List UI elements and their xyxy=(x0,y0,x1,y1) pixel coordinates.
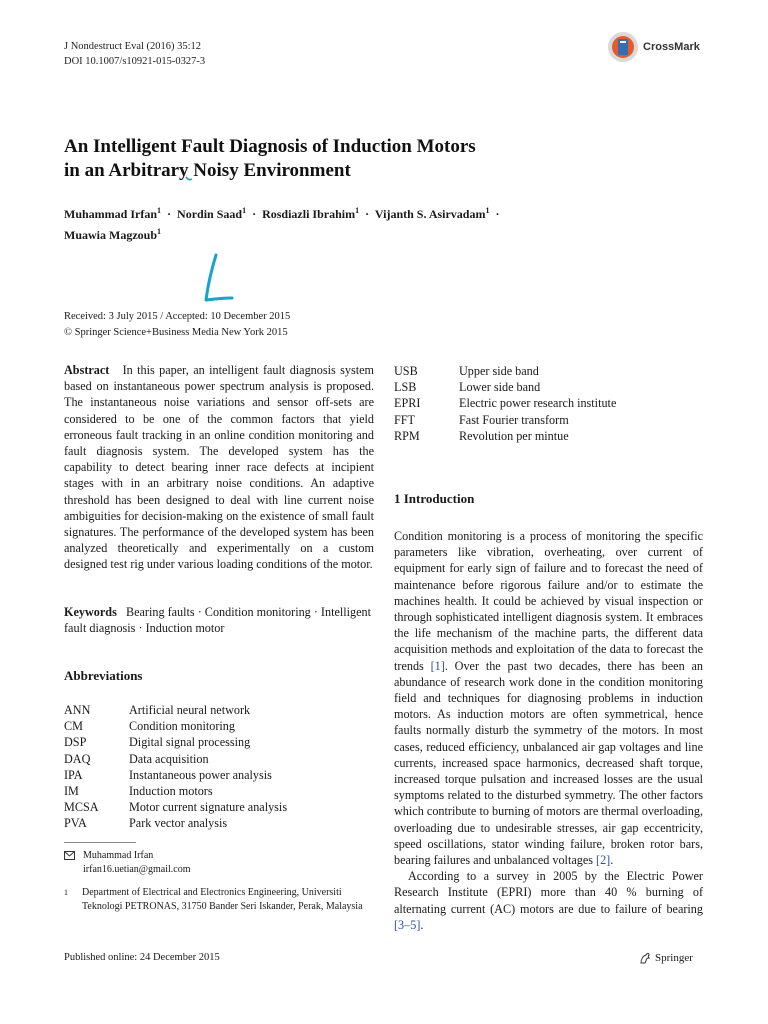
affiliation-mark: 1 xyxy=(355,206,360,215)
abbreviation-definition: Electric power research institute xyxy=(459,396,617,411)
author-separator: · xyxy=(495,207,500,221)
springer-horse-icon xyxy=(638,951,652,965)
abbreviation-definition: Motor current signature analysis xyxy=(129,800,288,815)
citation-link[interactable]: [3–5] xyxy=(394,917,421,932)
footnote-divider xyxy=(64,842,136,843)
received-dates: Received: 3 July 2015 / Accepted: 10 December 2015 xyxy=(64,311,291,322)
publisher-name: Springer xyxy=(655,952,693,964)
abbreviation-row xyxy=(64,734,287,750)
abbreviation-term: IPA xyxy=(64,767,83,782)
abbreviation-row xyxy=(64,718,287,734)
affiliation-mark: 1 xyxy=(157,227,161,236)
author-name[interactable]: Muawia Magzoub xyxy=(64,228,157,242)
intro-text: Condition monitoring is a process of monitoring the specific parameters like vibration, overheating, over current of equipment for early sign of failure and to forecast the need of maintenance before rigorous failure and/or to estimate the machines health. It could be achieved by visual inspection or through sophisticated intelligent diagnosis system. It embraces the life mechanism of the machine parts, the different data acquisition methods and exploitation of the data to forecast the trends xyxy=(394,529,703,673)
crossmark-label: CrossMark xyxy=(643,41,700,53)
author-name[interactable]: Nordin Saad xyxy=(177,207,243,221)
author-separator: · xyxy=(365,207,370,221)
abbreviation-term: PVA xyxy=(64,816,87,831)
abbreviation-definition: Digital signal processing xyxy=(129,735,251,750)
author-list xyxy=(64,202,604,244)
intro-text: . xyxy=(610,853,614,868)
keywords-text: Bearing faults · Condition monitoring · Intelligent fault diagnosis · Induction motor xyxy=(64,605,372,636)
abbreviation-term: RPM xyxy=(394,428,420,443)
affiliation-mark: 1 xyxy=(242,206,247,215)
abstract xyxy=(64,362,374,573)
abbreviation-row xyxy=(394,363,616,379)
abbreviation-row xyxy=(64,799,287,815)
affiliation-note xyxy=(64,886,364,913)
abbreviation-row xyxy=(64,751,287,767)
abbreviations-heading: Abbreviations xyxy=(64,668,143,683)
abbreviation-row xyxy=(64,815,287,831)
intro-paragraph xyxy=(394,528,703,868)
abbreviation-definition: Artificial neural network xyxy=(129,703,251,717)
introduction-body xyxy=(394,528,703,933)
abbreviation-term: CM xyxy=(64,719,83,734)
affiliation-mark: 1 xyxy=(485,206,490,215)
crossmark-icon xyxy=(607,31,639,63)
abbreviation-row xyxy=(64,702,287,718)
author-name[interactable]: Rosdiazli Ibrahim xyxy=(262,207,356,221)
abbreviation-definition: Lower side band xyxy=(459,380,541,395)
abbreviation-row xyxy=(394,412,616,428)
publisher-logo xyxy=(638,951,693,965)
abbreviation-definition: Condition monitoring xyxy=(129,719,235,734)
author-name[interactable]: Vijanth S. Asirvadam xyxy=(374,207,486,221)
abbreviation-term: EPRI xyxy=(394,396,421,411)
abbreviations-table-right xyxy=(394,363,616,444)
keywords-label: Keywords xyxy=(64,605,117,619)
published-online: Published online: 24 December 2015 xyxy=(64,952,220,963)
abbreviation-term: USB xyxy=(394,364,418,378)
crossmark-badge[interactable] xyxy=(607,31,700,63)
abbreviation-term: FFT xyxy=(394,412,416,427)
corresponding-author-name: Muhammad Irfan xyxy=(83,850,154,861)
intro-text: . Over the past two decades, there has been an abundance of research work done in the condition monitoring field and techniques for diagnosing problems in induction motors. As induction motors are often symmetrical, hence faults normally disturb the symmetry of the motors. In most cases, reduced efficiency, unbalanced air gap voltages and line currents, increased space harmonics, decreased shaft torque, increased torque pulsation and increased losses are the usual symptoms related to the disturbed symmetry. The other factors which contribute to burning of motors are thermal overloading, overloading due to undesirable stresses, air gap eccentricity, speed oscillations, stator winding failure, broken rotor bars, bearing failures and unbalanced voltages xyxy=(394,658,703,868)
annotation-dot-icon xyxy=(184,174,194,184)
journal-citation: J Nondestruct Eval (2016) 35:12 xyxy=(64,41,202,52)
abbreviation-row xyxy=(64,783,287,799)
abstract-text: In this paper, an intelligent fault diagnosis system based on instantaneous power spectrum analysis is proposed. The instantaneous noise variations and sensor off-sets are considered to be one of the common factors that yield erroneous fault tracking in an online condition monitoring and fault diagnosis system. The developed system has the capability to detect bearing inner race defects at incipient stages with in an arbitrary noise conditions. An adaptive threshold has been designed to deal with line current noise ambiguities for decision-making on the existence of small fault signatures. The performance of the developed system has been analyzed theoretically and experimentally on a custom designed test rig under various loading conditions of the motor. xyxy=(64,363,374,572)
keywords xyxy=(64,604,374,636)
author-separator: · xyxy=(252,207,257,221)
intro-text: . xyxy=(420,917,424,932)
abstract-label: Abstract xyxy=(64,363,110,377)
title-line-2: in an Arbitrary Noisy Environment xyxy=(64,160,351,181)
envelope-icon xyxy=(64,851,75,860)
publication-history xyxy=(64,309,290,340)
abbreviation-definition: Instantaneous power analysis xyxy=(129,767,272,782)
intro-paragraph xyxy=(394,868,703,933)
abbreviation-definition: Data acquisition xyxy=(129,751,209,766)
paper-title xyxy=(64,135,584,183)
abbreviation-term: DAQ xyxy=(64,751,91,766)
doi: DOI 10.1007/s10921-015-0327-3 xyxy=(64,56,206,67)
author-separator: · xyxy=(167,207,172,221)
corresponding-author xyxy=(64,849,364,876)
citation-link[interactable]: [2] xyxy=(596,853,611,868)
abbreviation-row xyxy=(394,395,616,411)
abbreviations-table-left xyxy=(64,702,287,832)
abbreviation-definition: Revolution per mintue xyxy=(459,428,569,443)
abbreviation-row xyxy=(394,428,616,444)
abbreviation-term: DSP xyxy=(64,735,87,750)
handwritten-mark-icon xyxy=(198,252,238,306)
abbreviation-term: IM xyxy=(64,784,79,799)
title-line-1: An Intelligent Fault Diagnosis of Induction Motors xyxy=(64,136,476,157)
abbreviation-row xyxy=(64,767,287,783)
author-email[interactable]: irfan16.uetian@gmail.com xyxy=(83,863,191,875)
abbreviation-term: LSB xyxy=(394,380,417,395)
abbreviation-definition: Park vector analysis xyxy=(129,816,228,831)
affiliation-mark: 1 xyxy=(157,206,162,215)
abbreviation-definition: Fast Fourier transform xyxy=(459,412,569,427)
affiliation-number: 1 xyxy=(64,888,68,897)
footnotes xyxy=(64,849,364,913)
copyright: © Springer Science+Business Media New York 2015 xyxy=(64,326,288,338)
abbreviation-term: ANN xyxy=(64,703,91,717)
intro-text: According to a survey in 2005 by the Electric Power Research Institute (EPRI) more than 40 % burning of alternating current (AC) motors are due to failure of bearing xyxy=(394,869,703,916)
journal-header xyxy=(64,39,205,69)
section-heading-introduction: 1 Introduction xyxy=(394,491,475,506)
author-name[interactable]: Muhammad Irfan xyxy=(64,207,158,221)
abbreviation-definition: Upper side band xyxy=(459,364,539,378)
citation-link[interactable]: [1] xyxy=(430,658,445,673)
affiliation-text: Department of Electrical and Electronics Engineering, Universiti Teknologi PETRONAS, 31750 Bander Seri Iskander, Perak, Malaysia xyxy=(82,887,363,912)
abbreviation-term: MCSA xyxy=(64,800,99,815)
abbreviation-definition: Induction motors xyxy=(129,784,213,799)
abbreviation-row xyxy=(394,379,616,395)
